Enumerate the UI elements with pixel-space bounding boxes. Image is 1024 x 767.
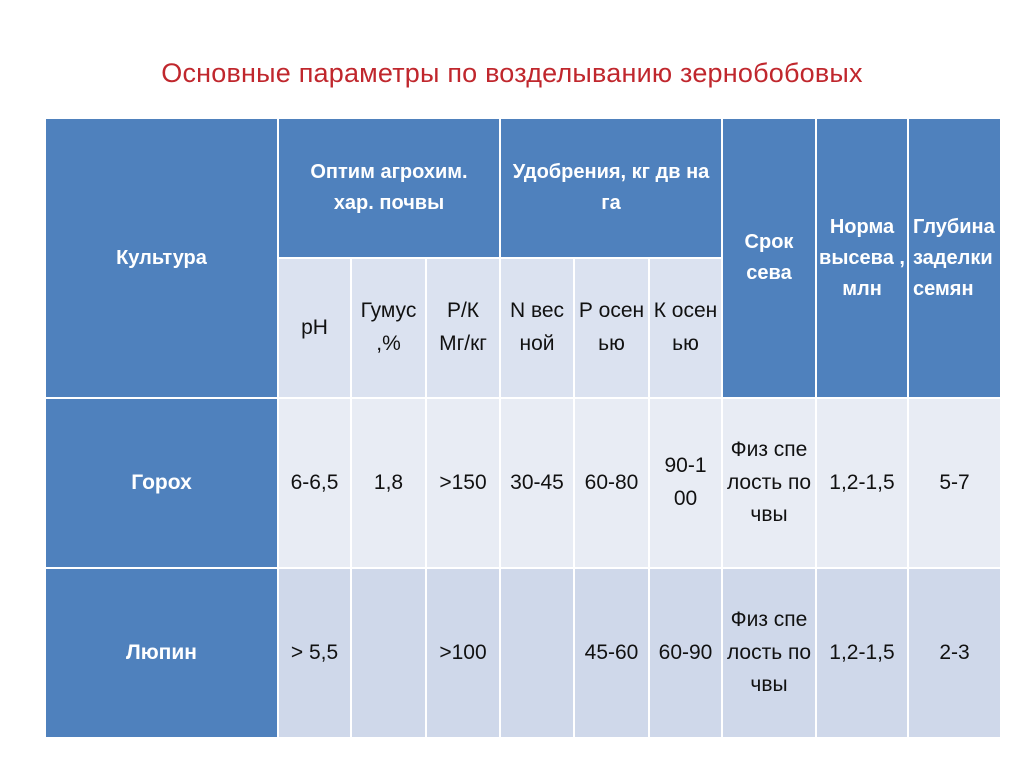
header-sowing-time [722,118,816,398]
header-row-top [45,118,1001,258]
cell-seeding-rate: 1,2-1,5 [816,398,908,568]
header-seeding-rate-label: Норма высева , млн [819,215,905,300]
cell-sowing-time [722,398,816,568]
header-sowing-time-label: Срок сева [744,231,794,284]
cell-sowing-time-value: Физ спелость почвы [726,608,812,697]
header-depth [908,118,1001,398]
cell-k: 60-90 [649,568,722,738]
header-p [574,258,649,398]
cell-k [649,398,722,568]
cell-p: 45-60 [574,568,649,738]
header-depth-label: Глубина заделки семян [913,215,995,300]
header-agrochem-label: Оптим агрохим. хар. почвы [310,161,468,214]
table-row [45,568,1001,738]
header-ph: pH [278,258,351,398]
cell-sowing-time-value: Физ спелость почвы [726,438,812,527]
cell-n: 30-45 [500,398,574,568]
header-k [649,258,722,398]
cell-k-value: 90-100 [664,454,707,510]
header-fertilizer-label: Удобрения, кг дв на га [512,161,710,214]
cell-seeding-rate: 1,2-1,5 [816,568,908,738]
header-pk-label: Р/К Мг/кг [439,299,487,355]
cell-p: 60-80 [574,398,649,568]
header-culture: Культура [45,118,278,398]
header-fertilizer-group [500,118,722,258]
header-seeding-rate [816,118,908,398]
header-agrochem-group [278,118,500,258]
row-culture: Люпин [45,568,278,738]
cell-depth: 2-3 [908,568,1001,738]
header-p-label: Р осенью [578,299,645,355]
header-pk [426,258,500,398]
cell-ph: 6-6,5 [278,398,351,568]
row-culture: Горох [45,398,278,568]
parameters-table [44,117,1002,739]
cell-depth: 5-7 [908,398,1001,568]
header-humus [351,258,426,398]
cell-sowing-time [722,568,816,738]
cell-ph: > 5,5 [278,568,351,738]
cell-humus [351,568,426,738]
cell-pk: >150 [426,398,500,568]
header-n [500,258,574,398]
table-row [45,398,1001,568]
header-n-label: N весной [509,299,565,355]
header-k-label: К осенью [653,299,718,355]
header-humus-label: Гумус ,% [360,299,417,355]
cell-n [500,568,574,738]
cell-pk: >100 [426,568,500,738]
cell-humus: 1,8 [351,398,426,568]
page-title: Основные параметры по возделыванию зернобобовых [161,58,863,88]
